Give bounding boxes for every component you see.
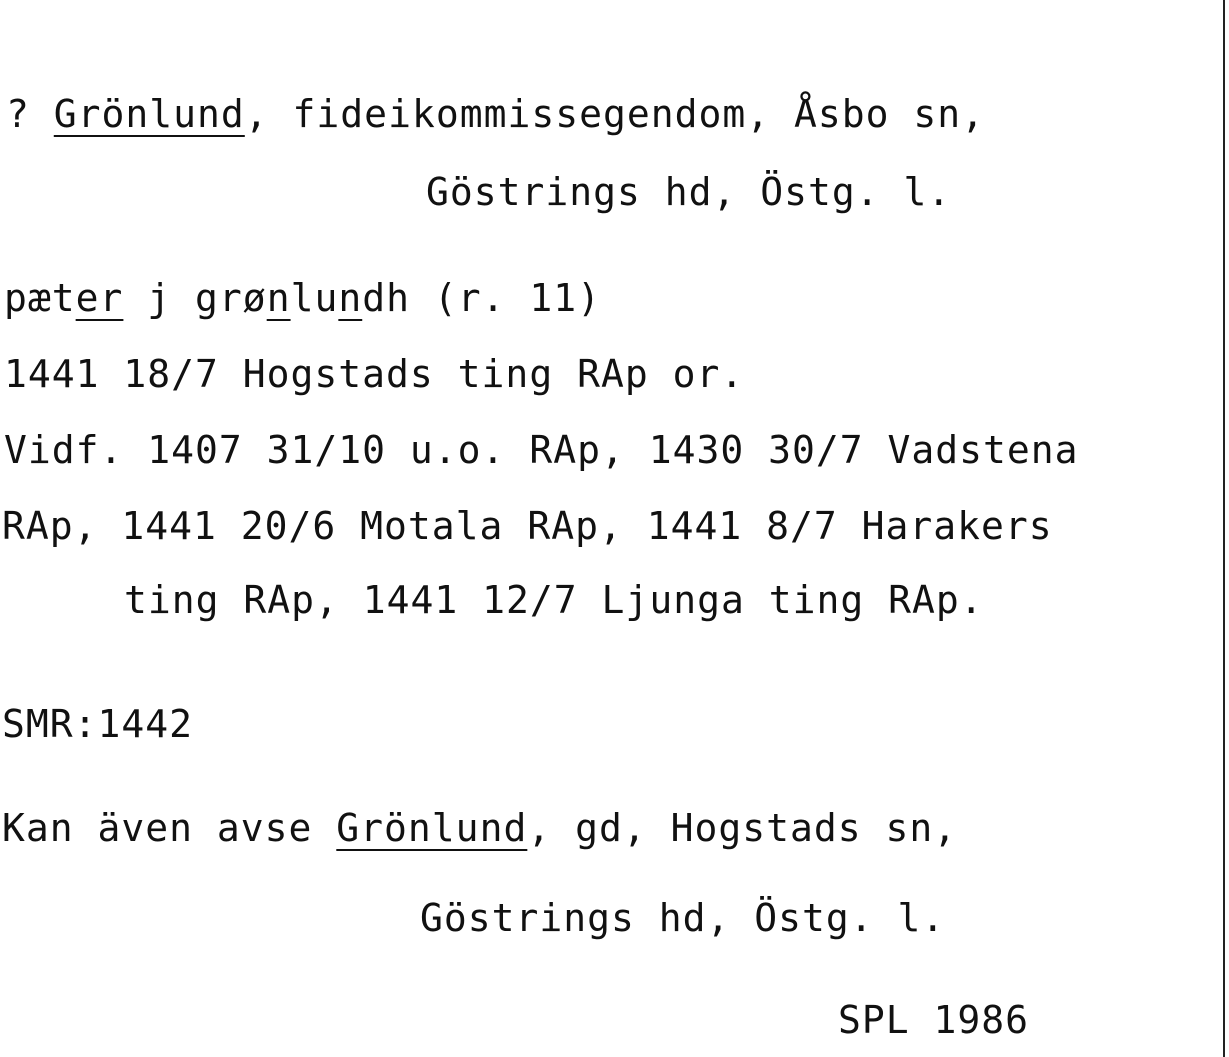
source-form-part: pæt xyxy=(4,276,76,320)
source-form-part: lu xyxy=(290,276,339,320)
comparison-line: RAp, 1441 20/6 Motala RAp, 1441 8/7 Harakers xyxy=(2,504,1053,548)
question-mark: ? xyxy=(6,92,54,136)
source-form-underlined-part: n xyxy=(338,276,363,320)
note-description: , gd, Hogstads sn, xyxy=(527,806,958,850)
source-form-part: j grø xyxy=(123,276,267,320)
note-line-1 xyxy=(2,806,957,850)
place-name: Grönlund xyxy=(53,92,245,136)
comparison-line: ting RAp, 1441 12/7 Ljunga ting RAp. xyxy=(124,578,984,622)
note-place-name: Grönlund xyxy=(336,806,528,850)
note-line-2: Göstrings hd, Östg. l. xyxy=(420,896,946,940)
source-form xyxy=(4,276,601,320)
reference: SMR:1442 xyxy=(2,702,194,746)
source-line: 1441 18/7 Hogstads ting RAp or. xyxy=(4,352,745,396)
note-prefix: Kan även avse xyxy=(2,806,337,850)
source-form-underlined-part: n xyxy=(266,276,291,320)
source-form-underlined-part: er xyxy=(75,276,124,320)
heading-line-2: Göstrings hd, Östg. l. xyxy=(426,170,952,214)
heading-description: , fideikommissegendom, Åsbo sn, xyxy=(244,92,986,136)
card-edge-divider xyxy=(1223,0,1225,1057)
source-form-part: dh (r. 11) xyxy=(362,276,602,320)
heading-line-1 xyxy=(6,92,985,136)
signature: SPL 1986 xyxy=(838,998,1030,1042)
comparison-line: Vidf. 1407 31/10 u.o. RAp, 1430 30/7 Vadstena xyxy=(4,428,1079,472)
